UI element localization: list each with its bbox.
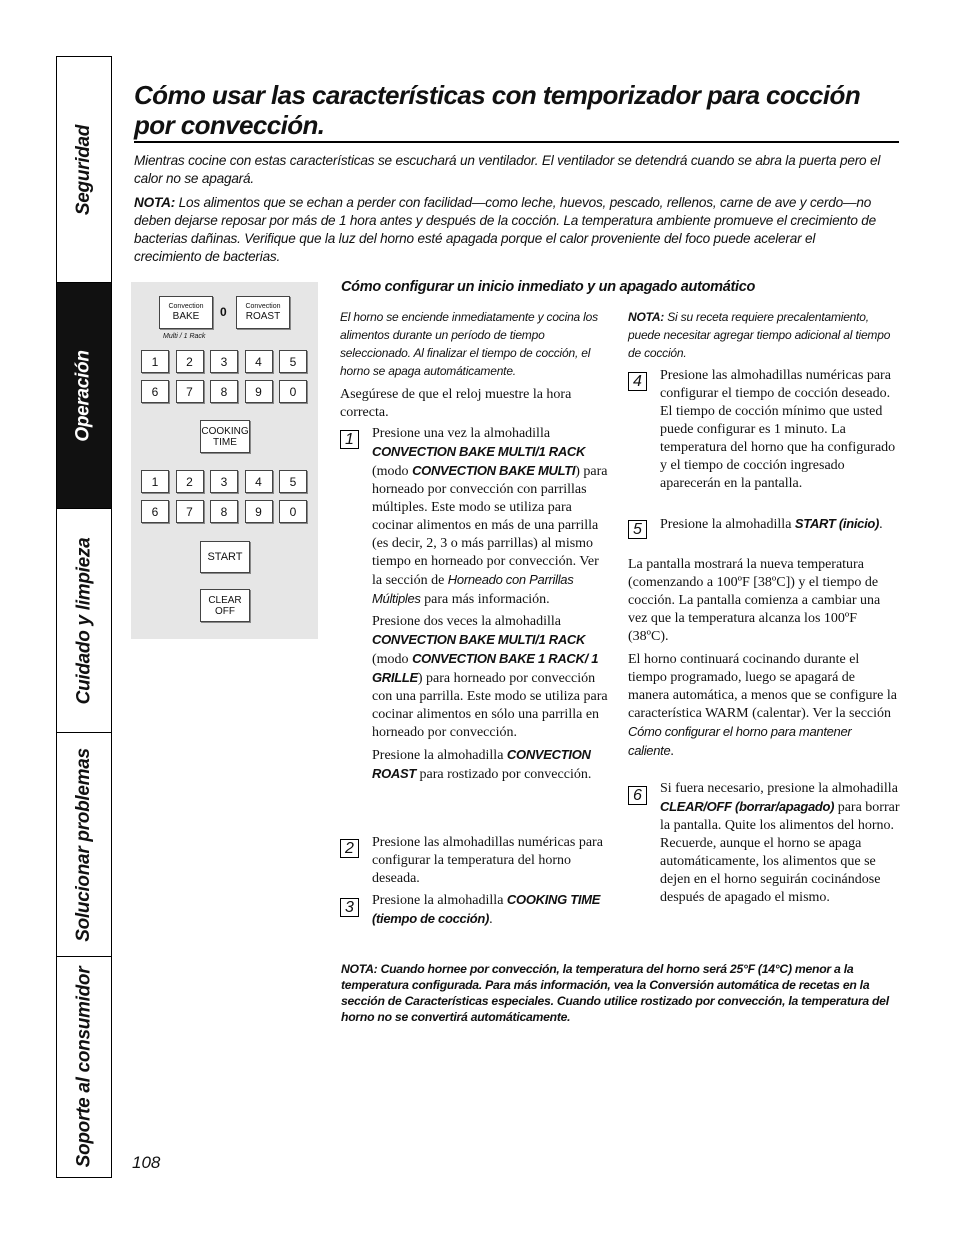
- page-title: Cómo usar las características con temporizador para cocción por convección.: [134, 80, 861, 140]
- step-number-6: 6: [628, 786, 647, 805]
- bottom-digit-key: 6: [141, 500, 169, 523]
- step-number-1: 1: [340, 430, 359, 449]
- pad-separator-zero: 0: [220, 305, 227, 319]
- step-3-text: Presione la almohadilla COOKING TIME (tiempo de cocción).: [372, 892, 601, 927]
- top-digit-key: 3: [210, 350, 238, 373]
- top-digit-key: 9: [245, 380, 273, 403]
- intro-text: [134, 152, 884, 272]
- display-paragraph: La pantalla mostrará la nueva temperatura (comenzando a 100ºF [38ºC]) y el tiempo de cocción. La pantalla comienza a cambiar una vez que la temperatura alcanza los 100ºF (38ºC).: [628, 557, 881, 644]
- clock-instruction: Asegúrese de que el reloj muestre la hora correcta.: [340, 387, 572, 420]
- control-panel-illustration: [131, 282, 318, 639]
- tab-solucionar-problemas[interactable]: Solucionar problemas: [57, 733, 111, 957]
- top-digit-key: 6: [141, 380, 169, 403]
- step-1: [340, 425, 610, 784]
- convection-bake-pad: Convection BAKE: [159, 296, 213, 329]
- step-number-3: 3: [340, 898, 359, 917]
- bottom-digit-key: 2: [176, 470, 204, 493]
- bake-pad-sublabel: Multi / 1 Rack: [163, 333, 206, 340]
- bottom-digit-key: 4: [245, 470, 273, 493]
- step-4-text: Presione las almohadillas numéricas para configurar el tiempo de cocción deseado. El tiempo de cocción mínimo que usted puede configurar es 1 minuto. La temperatura del horno que ha configurado y el tiempo de cocción ingresado aparecerán en la pantalla.: [660, 368, 896, 491]
- bottom-digit-key: 0: [279, 500, 307, 523]
- tab-operacion[interactable]: Operación: [57, 283, 111, 509]
- intro-note: NOTA: Los alimentos que se echan a perder con facilidad—como leche, huevos, pescado, rellenos, carne de ave y cerdo—no deben dejarse reposar por más de 1 hora antes y después de la cocción. La temperatura ambiente promueve el crecimiento de bacterias dañinas. Verifique que la luz del horno esté apagada porque el calor proveniente del foco puede acelerar el crecimiento de bacterias.: [134, 195, 877, 264]
- bottom-digit-key: 8: [210, 500, 238, 523]
- bottom-note: NOTA: Cuando hornee por convección, la temperatura del horno será 25°F (14°C) menor a la temperatura configurada. Para más información, vea la Conversión automática de recetas en la sección de Características especiales. Cuando utilice rostizado por convección, la temperatura del horno no se convertirá automáticamente.: [341, 962, 889, 1024]
- top-digit-key: 4: [245, 350, 273, 373]
- right-note: NOTA: Si su receta requiere precalentamiento, puede necesitar agregar tiempo adicional al tiempo de cocción.: [628, 310, 891, 360]
- section-tabs: [56, 56, 112, 1178]
- tab-soporte-consumidor[interactable]: Soporte al consumidor: [73, 966, 94, 1168]
- clear-off-pad: CLEAR OFF: [200, 589, 250, 622]
- step-5-text: Presione la almohadilla START (inicio).: [660, 516, 883, 532]
- start-pad: START: [200, 541, 250, 573]
- cooking-time-pad: COOKING TIME: [200, 420, 250, 453]
- step-1-text: Presione una vez la almohadilla CONVECTION BAKE MULTI/1 RACK (modo CONVECTION BAKE MULTI) para horneado por convección con parrillas múltiples. Este modo se utiliza para cocinar alimentos en más de una parrilla (es decir, 2, 3 o más parrillas) al mismo tiempo en horneado por convección. Ver la sección de Horneado con Parrillas Múltiples para más información. Presione dos veces la almohadilla CONVECTION BAKE MULTI/1 RACK (modo CONVECTION BAKE 1 RACK/ 1 GRILLE) para horneado por convección con una parrilla. Este modo se utiliza para cocinar alimentos en sólo una parrilla en horneado por convección. Presione la almohadilla CONVECTION ROAST para rostizado por convección.: [372, 425, 610, 784]
- bottom-digit-key: 3: [210, 470, 238, 493]
- step-6: [628, 780, 900, 907]
- title-divider: [134, 141, 899, 143]
- tab-seguridad[interactable]: Seguridad: [57, 57, 111, 283]
- bottom-digit-key: 5: [279, 470, 307, 493]
- left-intro: El horno se enciende inmediatamente y cocina los alimentos durante un período de tiempo seleccionado. Al finalizar el tiempo de cocción, el horno se apaga automáticamente.: [340, 310, 598, 378]
- bottom-digit-key: 1: [141, 470, 169, 493]
- step-number-2: 2: [340, 839, 359, 858]
- step-1-option-3: Presione la almohadilla CONVECTION ROAST para rostizado por convección.: [372, 747, 592, 782]
- top-digit-key: 2: [176, 350, 204, 373]
- step-2: [340, 834, 610, 888]
- step-1-option-2: Presione dos veces la almohadilla CONVECTION BAKE MULTI/1 RACK (modo CONVECTION BAKE 1 RACK/ 1 GRILLE) para horneado por convección con una parrilla. Este modo se utiliza para cocinar alimentos en sólo una parrilla en horneado por convección.: [372, 614, 608, 740]
- bottom-digit-key: 7: [176, 500, 204, 523]
- top-digit-key: 5: [279, 350, 307, 373]
- auto-off-paragraph: El horno continuará cocinando durante el tiempo programado, luego se apagará de manera automática, a menos que se configure la característica WARM (calentar). Ver la sección Cómo configurar el horno para mantener caliente.: [628, 652, 897, 759]
- top-digit-key: 8: [210, 380, 238, 403]
- top-digit-key: 1: [141, 350, 169, 373]
- top-digit-key: 0: [279, 380, 307, 403]
- step-2-text: Presione las almohadillas numéricas para configurar la temperatura del horno deseada.: [372, 835, 603, 886]
- bottom-digit-key: 9: [245, 500, 273, 523]
- top-digit-key: 7: [176, 380, 204, 403]
- left-column: [340, 308, 608, 422]
- step-number-4: 4: [628, 372, 647, 391]
- intro-paragraph: Mientras cocine con estas características se escuchará un ventilador. El ventilador se detendrá cuando se abra la puerta pero el calor no se apagará.: [134, 153, 881, 186]
- step-3: [340, 891, 610, 929]
- right-paragraphs: [628, 556, 898, 761]
- step-6-text: Si fuera necesario, presione la almohadilla CLEAR/OFF (borrar/apagado) para borrar la pantalla. Quite los alimentos del horno. Recuerde, aunque el horno se apaga automáticamente, los alimentos que se dejen en el horno seguirán cocinándose después de apagado el mismo.: [660, 781, 900, 905]
- convection-roast-pad: Convection ROAST: [236, 296, 290, 329]
- step-5: [628, 515, 900, 538]
- step-number-5: 5: [628, 520, 647, 539]
- page-number: 108: [132, 1153, 161, 1172]
- tab-cuidado-limpieza[interactable]: Cuidado y limpieza: [57, 509, 111, 733]
- step-4: [628, 367, 900, 493]
- section-subheading: Cómo configurar un inicio inmediato y un apagado automático: [341, 279, 756, 295]
